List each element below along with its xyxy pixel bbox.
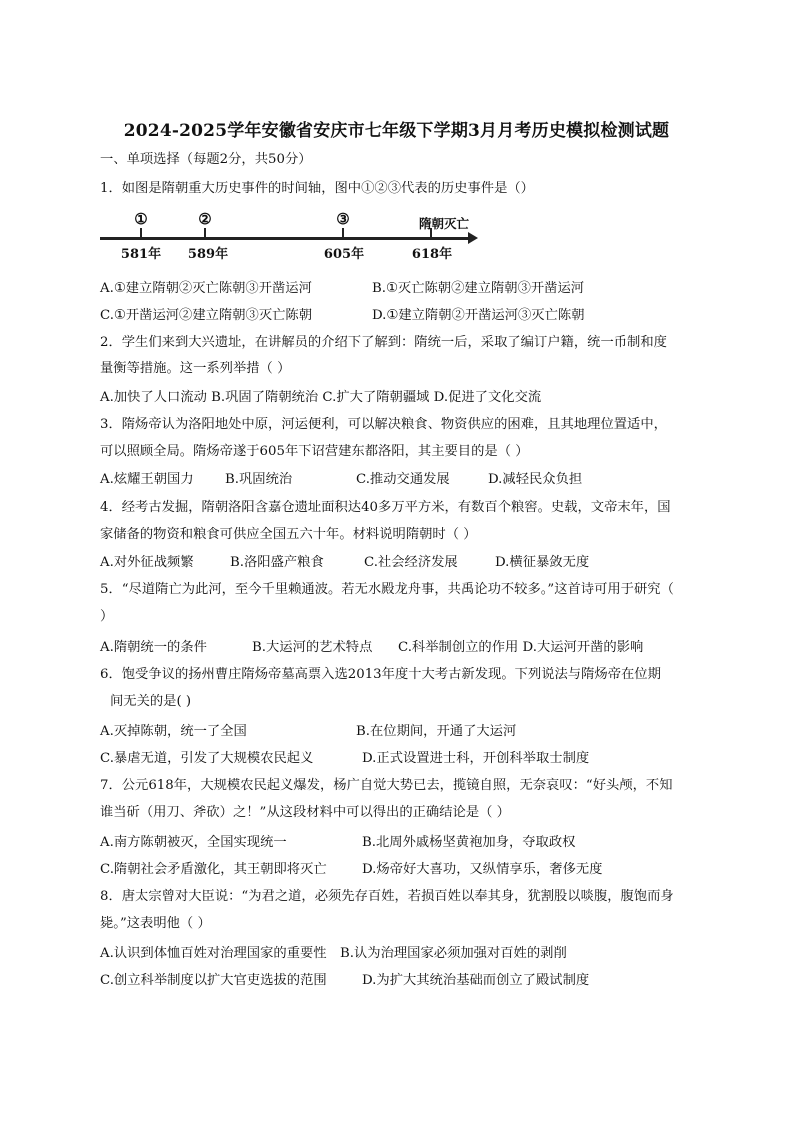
question-5-stem-cont: ） bbox=[100, 609, 114, 624]
timeline-year: 581年 bbox=[120, 247, 162, 262]
q4-option-d: D.横征暴敛无度 bbox=[495, 555, 590, 570]
q3-option-c: C.推动交通发展 bbox=[356, 472, 450, 487]
q3-option-a: A.炫耀王朝国力 bbox=[100, 472, 194, 487]
timeline-tick bbox=[204, 228, 206, 238]
q7-option-c: C.隋朝社会矛盾激化，其王朝即将灭亡 bbox=[100, 862, 327, 877]
q6-option-d: D.正式设置进士科，开创科举取士制度 bbox=[362, 751, 590, 766]
question-7-stem-cont: 谁当斫（用刀、斧砍）之！”从这段材料中可以得出的正确结论是（ ） bbox=[100, 805, 510, 820]
timeline-axis bbox=[100, 237, 472, 240]
section-heading: 一、单项选择（每题2分，共50分） bbox=[100, 152, 312, 167]
q8-option-c: C.创立科举制度以扩大官吏选拔的范围 bbox=[100, 973, 327, 988]
q4-option-b: B.洛阳盛产粮食 bbox=[230, 555, 324, 570]
timeline-year: 605年 bbox=[323, 247, 365, 262]
q5-option-cd: C.科举制创立的作用 D.大运河开凿的影响 bbox=[398, 640, 644, 655]
timeline-year: 589年 bbox=[187, 247, 229, 262]
question-1-stem: 1．如图是隋朝重大历史事件的时间轴，图中①②③代表的历史事件是（） bbox=[100, 181, 534, 196]
question-7-stem: 7．公元618年，大规模农民起义爆发，杨广自觉大势已去，揽镜自照，无奈哀叹：“好头颅，不知 bbox=[100, 778, 673, 793]
question-2-stem-cont: 量衡等措施。这一系列举措（ ） bbox=[100, 361, 291, 376]
timeline-year: 618年 bbox=[411, 247, 453, 262]
q4-option-c: C.社会经济发展 bbox=[364, 555, 458, 570]
question-2-stem: 2．学生们来到大兴遗址，在讲解员的介绍下了解到：隋统一后，采取了编订户籍，统一币制和度 bbox=[100, 335, 667, 350]
q1-option-b: B.①灭亡陈朝②建立隋朝③开凿运河 bbox=[372, 281, 585, 296]
q7-option-a: A.南方陈朝被灭，全国实现统一 bbox=[100, 835, 287, 850]
q8-option-d: D.为扩大其统治基础而创立了殿试制度 bbox=[362, 973, 590, 988]
q6-option-b: B.在位期间，开通了大运河 bbox=[356, 724, 517, 739]
q6-option-c: C.暴虐无道，引发了大规模农民起义 bbox=[100, 751, 314, 766]
timeline-mark-1: ① bbox=[134, 210, 148, 228]
q6-option-a: A.灭掉陈朝，统一了全国 bbox=[100, 724, 247, 739]
timeline-figure bbox=[98, 208, 488, 264]
q8-option-a: A.认识到体恤百姓对治理国家的重要性 bbox=[100, 946, 327, 961]
question-8-stem-cont: 毙。”这表明他（ ） bbox=[100, 916, 211, 931]
q3-option-b: B.巩固统治 bbox=[225, 472, 293, 487]
q3-option-d: D.减轻民众负担 bbox=[488, 472, 583, 487]
timeline-arrow-icon bbox=[468, 232, 478, 244]
question-3-stem-cont: 可以照顾全局。隋炀帝遂于605年下诏营建东都洛阳，其主要目的是（ ） bbox=[100, 444, 529, 459]
q5-option-a: A.隋朝统一的条件 bbox=[100, 640, 207, 655]
question-5-stem: 5．“尽道隋亡为此河，至今千里赖通波。若无水殿龙舟事，共禹论功不较多。”这首诗可用于研究（ bbox=[100, 582, 674, 597]
timeline-tick bbox=[342, 228, 344, 238]
question-6-stem: 6．饱受争议的扬州曹庄隋炀帝墓高票入选2013年度十大考古新发现。下列说法与隋炀帝在位期 bbox=[100, 667, 661, 682]
timeline-mark-2: ② bbox=[198, 210, 212, 228]
q1-option-a: A.①建立隋朝②灭亡陈朝③开凿运河 bbox=[100, 281, 312, 296]
question-4-stem: 4．经考古发掘，隋朝洛阳含嘉仓遗址面积达40多万平方米，有数百个粮窖。史载，文帝末年，国 bbox=[100, 500, 671, 515]
q1-option-d: D.①建立隋朝②开凿运河③灭亡陈朝 bbox=[372, 308, 585, 323]
q4-option-a: A.对外征战频繁 bbox=[100, 555, 194, 570]
question-6-stem-cont: 间无关的是( ) bbox=[110, 694, 192, 709]
q8-option-b: B.认为治理国家必须加强对百姓的剥削 bbox=[340, 946, 567, 961]
question-4-stem-cont: 家储备的物资和粮食可供应全国五六十年。材料说明隋朝时（ ） bbox=[100, 527, 477, 542]
q1-option-c: C.①开凿运河②建立隋朝③灭亡陈朝 bbox=[100, 308, 313, 323]
q7-option-d: D.炀帝好大喜功，又纵情享乐，奢侈无度 bbox=[362, 862, 603, 877]
timeline-end-label: 隋朝灭亡 bbox=[418, 216, 470, 231]
timeline-mark-3: ③ bbox=[336, 210, 350, 228]
question-3-stem: 3．隋炀帝认为洛阳地处中原，河运便利，可以解决粮食、物资供应的困难，且其地理位置适中， bbox=[100, 417, 667, 432]
q5-option-b: B.大运河的艺术特点 bbox=[252, 640, 373, 655]
q7-option-b: B.北周外戚杨坚黄袍加身，夺取政权 bbox=[362, 835, 576, 850]
question-8-stem: 8．唐太宗曾对大臣说：“为君之道，必须先存百姓，若损百姓以奉其身，犹割股以啖腹，腹饱而身 bbox=[100, 889, 674, 904]
page-title: 2024-2025学年安徽省安庆市七年级下学期3月月考历史模拟检测试题 bbox=[123, 121, 670, 141]
q2-options: A.加快了人口流动 B.巩固了隋朝统治 C.扩大了隋朝疆域 D.促进了文化交流 bbox=[100, 390, 542, 405]
timeline-tick bbox=[140, 228, 142, 238]
